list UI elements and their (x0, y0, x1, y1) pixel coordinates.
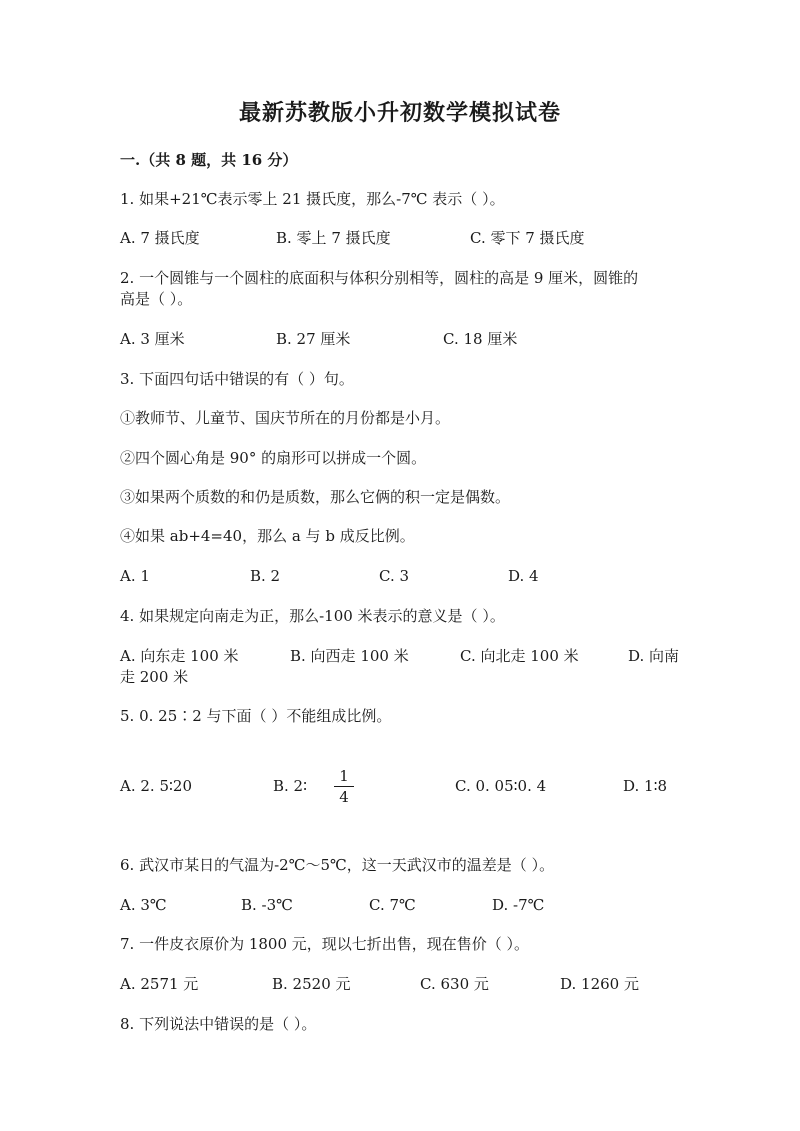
question-3-statement-3: ③如果两个质数的和仍是质数，那么它俩的积一定是偶数。 (120, 488, 511, 506)
question-6-option-d: D. -7℃ (492, 896, 545, 914)
question-2-stem-line-2: 高是（ ）。 (120, 290, 193, 308)
question-4-option-c: C. 向北走 100 米 (460, 647, 579, 665)
page-title: 最新苏教版小升初数学模拟试卷 (238, 100, 561, 126)
fraction-numerator: 1 (334, 767, 354, 787)
question-2-stem-line-1: 2. 一个圆锥与一个圆柱的底面积与体积分别相等，圆柱的高是 9 厘米，圆锥的 (120, 269, 639, 287)
question-2-option-a: A. 3 厘米 (120, 330, 185, 348)
question-3-statement-4: ④如果 ab+4=40，那么 a 与 b 成反比例。 (120, 527, 415, 545)
question-8-stem: 8. 下列说法中错误的是（ ）。 (120, 1015, 317, 1033)
question-3-option-c: C. 3 (379, 567, 410, 585)
question-3-statement-2: ②四个圆心角是 90° 的扇形可以拼成一个圆。 (120, 449, 427, 467)
question-5-option-b-fraction (334, 767, 354, 806)
question-7-option-d: D. 1260 元 (560, 975, 639, 993)
question-5-option-c: C. 0. 05∶0. 4 (455, 777, 547, 795)
question-3-option-b: B. 2 (250, 567, 281, 585)
question-2-option-c: C. 18 厘米 (443, 330, 518, 348)
question-5-stem: 5. 0. 25∶2 与下面（ ）不能组成比例。 (120, 707, 392, 725)
question-5-option-d: D. 1∶8 (623, 777, 668, 795)
question-1-option-b: B. 零上 7 摄氏度 (276, 229, 391, 247)
question-7-option-b: B. 2520 元 (272, 975, 351, 993)
question-2-option-b: B. 27 厘米 (276, 330, 351, 348)
question-4-option-d-continued: 走 200 米 (120, 668, 189, 686)
question-7-option-a: A. 2571 元 (120, 975, 199, 993)
question-3-option-d: D. 4 (508, 567, 539, 585)
fraction-denominator: 4 (339, 788, 349, 806)
question-3-stem: 3. 下面四句话中错误的有（ ）句。 (120, 370, 354, 388)
question-1-option-a: A. 7 摄氏度 (120, 229, 200, 247)
question-5-option-b: B. 2∶ (273, 777, 308, 795)
question-4-option-d: D. 向南 (628, 647, 680, 665)
question-6-option-a: A. 3℃ (120, 896, 167, 914)
section-heading: 一.（共 8 题，共 16 分） (120, 151, 298, 169)
question-1-stem: 1. 如果+21℃表示零上 21 摄氏度，那么-7℃ 表示（ ）。 (120, 190, 505, 208)
question-4-option-a: A. 向东走 100 米 (120, 647, 239, 665)
question-7-option-c: C. 630 元 (420, 975, 489, 993)
question-7-stem: 7. 一件皮衣原价为 1800 元，现以七折出售，现在售价（ ）。 (120, 935, 530, 953)
question-6-option-c: C. 7℃ (369, 896, 416, 914)
question-3-statement-1: ①教师节、儿童节、国庆节所在的月份都是小月。 (120, 409, 451, 427)
question-1-option-c: C. 零下 7 摄氏度 (470, 229, 585, 247)
question-4-stem: 4. 如果规定向南走为正，那么-100 米表示的意义是（ ）。 (120, 607, 505, 625)
question-6-stem: 6. 武汉市某日的气温为-2℃～5℃，这一天武汉市的温差是（ ）。 (120, 856, 555, 874)
question-6-option-b: B. -3℃ (241, 896, 293, 914)
question-3-option-a: A. 1 (120, 567, 150, 585)
question-4-option-b: B. 向西走 100 米 (290, 647, 409, 665)
question-5-option-a: A. 2. 5∶20 (120, 777, 192, 795)
